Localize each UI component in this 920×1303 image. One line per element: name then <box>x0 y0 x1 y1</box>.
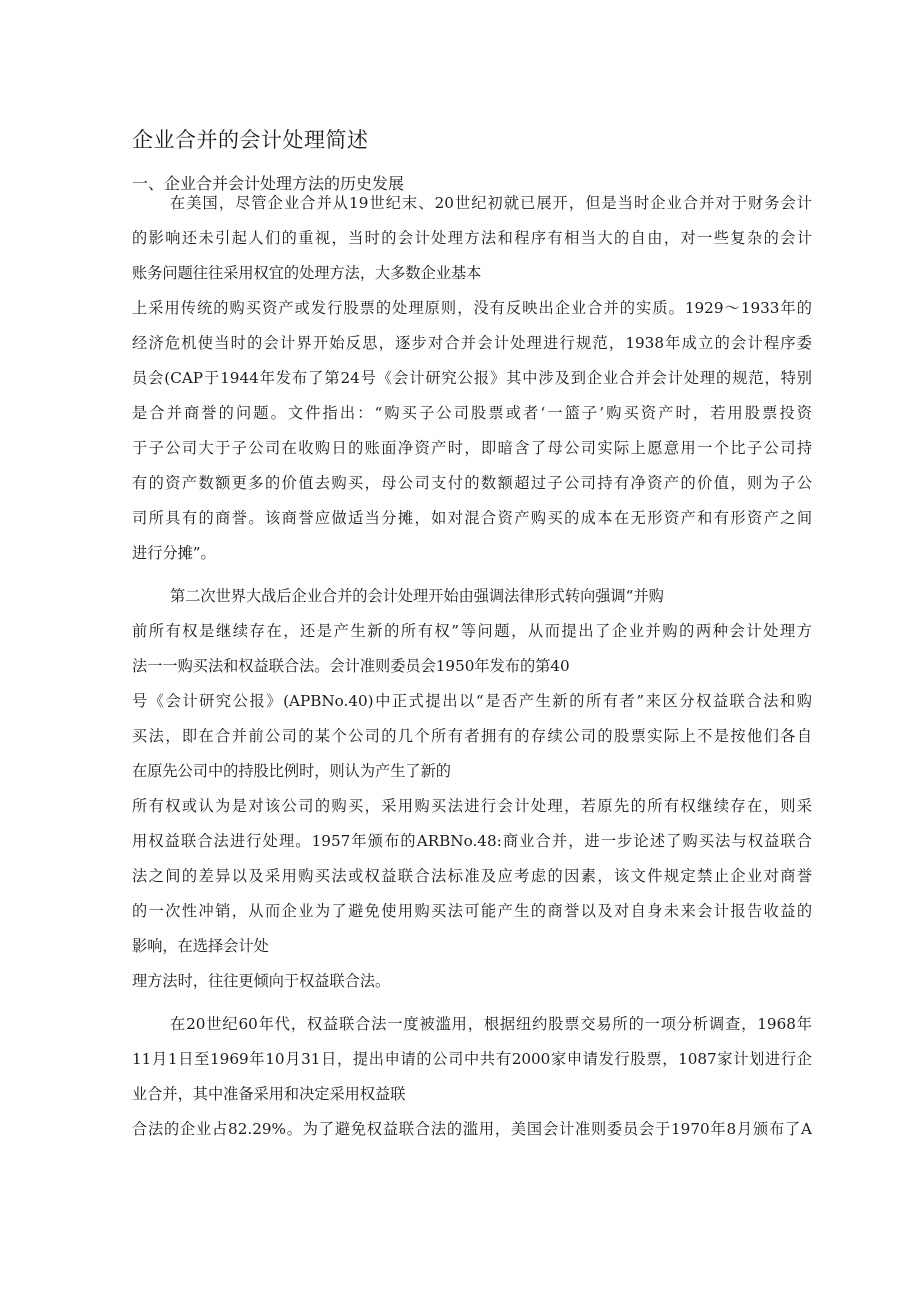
paragraph-line: 是合并商誉的问题。文件指出：“购买子公司股票或者‘一篮子’购买资产时，若用股票投资 <box>132 404 812 422</box>
paragraph-line: 用权益联合法进行处理。1957年颁布的ARBNo.48:商业合并，进一步论述了购买法与权益联合 <box>132 832 812 850</box>
paragraph-line: 合法的企业占82.29%。为了避免权益联合法的滥用，美国会计准则委员会于1970年8月颁布了A <box>132 1120 812 1138</box>
paragraph-line: 进行分摊”。 <box>132 544 216 562</box>
paragraph-line: 员会(CAP于1944年发布了第24号《会计研究公报》其中涉及到企业合并会计处理的规范，特别 <box>132 369 812 387</box>
section-heading: 一、企业合并会计处理方法的历史发展 <box>132 174 405 193</box>
paragraph-line: 第二次世界大战后企业合并的会计处理开始由强调法律形式转向强调“并购 <box>170 587 664 605</box>
document-title: 企业合并的会计处理简述 <box>132 128 369 152</box>
paragraph-line: 在20世纪60年代，权益联合法一度被滥用，根据纽约股票交易所的一项分析调查，1968年 <box>170 1015 812 1033</box>
paragraph-line: 于子公司大于子公司在收购日的账面净资产时，即暗含了母公司实际上愿意用一个比子公司持 <box>132 439 812 457</box>
paragraph-line: 11月1日至1969年10月31日，提出申请的公司中共有2000家申请发行股票，1087家计划进行企 <box>132 1050 812 1068</box>
paragraph-line: 经济危机使当时的会计界开始反思，逐步对合并会计处理进行规范，1938年成立的会计程序委 <box>132 334 812 352</box>
paragraph-line: 在原先公司中的持股比例时，则认为产生了新的 <box>132 762 451 780</box>
paragraph-line: 有的资产数额更多的价值去购买，母公司支付的数额超过子公司持有净资产的价值，则为子公 <box>132 474 812 492</box>
paragraph-line: 上采用传统的购买资产或发行股票的处理原则，没有反映出企业合并的实质。1929～1933年的 <box>132 299 812 317</box>
paragraph-line: 理方法时，往往更倾向于权益联合法。 <box>132 972 391 990</box>
paragraph-line: 号《会计研究公报》(APBNo.40)中正式提出以“是否产生新的所有者”来区分权益联合法和购 <box>132 692 812 710</box>
paragraph-line: 的影响还未引起人们的重视，当时的会计处理方法和程序有相当大的自由，对一些复杂的会计 <box>132 229 812 247</box>
paragraph-line: 所有权或认为是对该公司的购买，采用购买法进行会计处理，若原先的所有权继续存在，则采 <box>132 797 812 815</box>
paragraph-line: 法之间的差异以及采用购买法或权益联合法标准及应考虑的因素，该文件规定禁止企业对商誉 <box>132 867 812 885</box>
paragraph-line: 前所有权是继续存在，还是产生新的所有权”等问题，从而提出了企业并购的两种会计处理方 <box>132 622 812 640</box>
paragraph-line: 司所具有的商誉。该商誉应做适当分摊，如对混合资产购买的成本在无形资产和有形资产之间 <box>132 509 812 527</box>
paragraph-line: 影响，在选择会计处 <box>132 937 269 955</box>
paragraph-line: 的一次性冲销，从而企业为了避免使用购买法可能产生的商誉以及对自身未来会计报告收益的 <box>132 902 812 920</box>
paragraph-line: 在美国，尽管企业合并从19世纪末、20世纪初就已展开，但是当时企业合并对于财务会计 <box>170 194 812 212</box>
paragraph-line: 账务问题往往采用权宜的处理方法，大多数企业基本 <box>132 264 482 282</box>
paragraph-line: 买法，即在合并前公司的某个公司的几个所有者拥有的存续公司的股票实际上不是按他们各自 <box>132 727 812 745</box>
paragraph-line: 法一一购买法和权益联合法。会计准则委员会1950年发布的第40 <box>132 657 570 675</box>
paragraph-line: 业合并，其中准备采用和决定采用权益联 <box>132 1085 406 1103</box>
